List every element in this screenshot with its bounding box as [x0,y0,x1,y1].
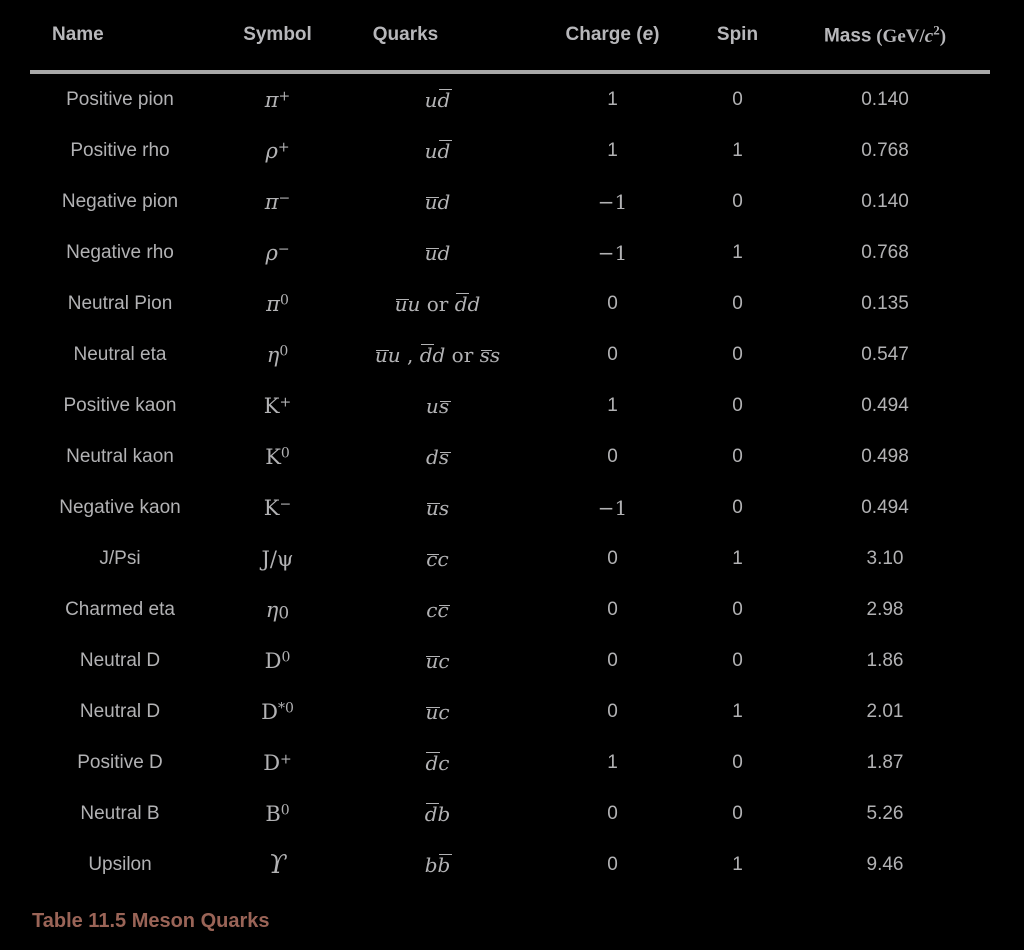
meson-symbol-cell: ρ− [265,240,290,265]
meson-quarks-cell: uc [425,699,450,724]
meson-symbol-cell: $D^0$ [264,648,291,673]
meson-mass-cell: 0.494 [861,394,909,416]
meson-mass-cell: 0.768 [861,241,909,263]
meson-charge-cell: 0 [607,343,618,365]
meson-charge-cell: 0 [607,853,618,875]
table-row [30,635,990,686]
table-row [30,72,990,125]
meson-mass-cell: 0.547 [861,343,909,365]
header-name-label: Name [52,24,104,45]
meson-spin-cell: 0 [732,649,743,671]
meson-quarks-cell: ud [424,240,451,265]
table-row [30,737,990,788]
meson-spin-cell: 0 [732,292,743,314]
meson-symbol-cell: J/ψ [261,546,294,571]
table-row [30,380,990,431]
column-header-quarks [345,0,530,72]
meson-name-cell: Negative pion [61,190,179,212]
meson-mass-cell: 0.494 [861,496,909,518]
column-header-symbol [210,0,345,72]
meson-spin-cell: 0 [732,751,743,773]
meson-symbol-cell: π+ [264,87,291,112]
meson-spin-cell: 0 [732,88,743,110]
meson-symbol-cell: ϒ [268,849,287,880]
table-row [30,278,990,329]
meson-quarks-table [30,0,990,890]
meson-quarks-cell: ds [425,444,450,469]
header-charge-pre: Charge ( [565,24,643,45]
meson-spin-cell: 0 [732,496,743,518]
table-row [30,788,990,839]
meson-name-cell: Negative rho [66,241,174,263]
meson-charge-cell: 1 [607,751,618,773]
meson-charge-cell: 0 [607,598,618,620]
meson-mass-cell: 0.768 [861,139,909,161]
meson-charge-cell: 1 [607,394,618,416]
table-row [30,584,990,635]
header-charge-post: ) [653,24,660,45]
table-row [30,125,990,176]
meson-mass-cell: 1.86 [866,649,904,671]
meson-name-cell: Neutral eta [73,343,167,365]
meson-quarks-cell: dc [425,750,450,775]
meson-name-cell: Positive rho [70,139,170,161]
meson-name-cell: Neutral Pion [67,292,173,314]
meson-spin-cell: 0 [732,598,743,620]
meson-charge-cell: 0 [607,802,618,824]
meson-mass-cell: 2.98 [866,598,904,620]
meson-charge-cell: 0 [607,649,618,671]
meson-spin-cell: 0 [732,343,743,365]
meson-quarks-cell: us [425,393,450,418]
meson-symbol-cell: $B^0$ [265,801,290,826]
meson-mass-cell: 0.140 [861,190,909,212]
table-row [30,431,990,482]
meson-mass-cell: 9.46 [866,853,904,875]
meson-charge-cell: −1 [597,240,628,265]
table-row [30,329,990,380]
meson-mass-cell: 2.01 [866,700,904,722]
meson-name-cell: Charmed eta [65,598,175,620]
table-row [30,176,990,227]
header-symbol-label: Symbol [243,24,312,45]
meson-spin-cell: 0 [732,190,743,212]
column-header-name [30,0,210,72]
meson-quarks-cell: us [425,495,450,520]
meson-mass-cell: 0.498 [861,445,909,467]
meson-quarks-cell: ud [424,189,451,214]
table-header-row [30,0,990,72]
meson-quarks-cell: db [424,801,451,826]
meson-quarks-cell: cc [426,546,449,571]
meson-name-cell: Neutral kaon [66,445,174,467]
meson-mass-cell: 1.87 [866,751,904,773]
table-row [30,686,990,737]
meson-spin-cell: 0 [732,802,743,824]
meson-symbol-cell: D+ [263,750,292,775]
column-header-spin [695,0,780,72]
meson-spin-cell: 1 [732,853,743,875]
meson-name-cell: Positive D [77,751,163,773]
meson-symbol-cell: K+ [263,393,292,418]
meson-charge-cell: 0 [607,700,618,722]
table-body [30,72,990,890]
meson-symbol-cell: $\eta_0$ [265,597,290,624]
meson-quarks-cell: ud [424,87,451,112]
meson-mass-cell: 5.26 [866,802,904,824]
meson-name-cell: J/Psi [99,547,141,569]
meson-spin-cell: 1 [732,139,743,161]
meson-symbol-cell: $D^{*0}$ [261,699,294,724]
meson-charge-cell: −1 [597,189,628,214]
table-row [30,482,990,533]
meson-spin-cell: 0 [732,445,743,467]
meson-symbol-cell: ρ+ [265,138,290,163]
meson-name-cell: Positive kaon [63,394,177,416]
meson-charge-cell: 1 [607,139,618,161]
meson-name-cell: Neutral D [79,649,161,671]
table-row [30,227,990,278]
meson-charge-cell: 0 [607,445,618,467]
meson-mass-cell: 0.135 [861,292,909,314]
meson-name-cell: Neutral D [79,700,161,722]
meson-symbol-cell: $K^0$ [265,444,290,469]
meson-quarks-cell: cc [426,597,449,622]
meson-spin-cell: 1 [732,241,743,263]
meson-charge-cell: 1 [607,88,618,110]
meson-symbol-cell: π− [264,189,291,214]
column-header-charge [530,0,695,72]
meson-quarks-cell: uu , dd or ss [374,342,501,367]
meson-quarks-cell: bb [424,852,451,877]
header-charge-e: e [642,24,654,45]
header-mass-unit: $(GeV/c^2)$ [871,22,947,47]
header-quarks-label: Quarks [372,24,439,45]
meson-symbol-cell: $\eta^0$ [266,342,289,367]
meson-mass-cell: 3.10 [866,547,904,569]
meson-name-cell: Negative kaon [59,496,181,518]
meson-symbol-cell: $\pi^0$ [266,291,289,316]
meson-symbol-cell: K− [263,495,292,520]
meson-name-cell: Positive pion [66,88,174,110]
meson-charge-cell: −1 [597,495,628,520]
meson-spin-cell: 1 [732,700,743,722]
column-header-mass [780,0,990,72]
table-row [30,533,990,584]
meson-name-cell: Neutral B [80,802,160,824]
header-spin-label: Spin [716,24,759,45]
meson-quarks-cell: ud [424,138,451,163]
table-caption: Table 11.5 Meson Quarks [32,910,270,932]
meson-charge-cell: 0 [607,547,618,569]
meson-mass-cell: 0.140 [861,88,909,110]
table-row [30,839,990,890]
meson-charge-cell: 0 [607,292,618,314]
meson-quarks-cell: uc [425,648,450,673]
meson-name-cell: Upsilon [88,853,152,875]
meson-spin-cell: 0 [732,394,743,416]
meson-quarks-cell: uu or dd [394,291,481,316]
header-mass-label: Mass [823,25,872,47]
meson-spin-cell: 1 [732,547,743,569]
